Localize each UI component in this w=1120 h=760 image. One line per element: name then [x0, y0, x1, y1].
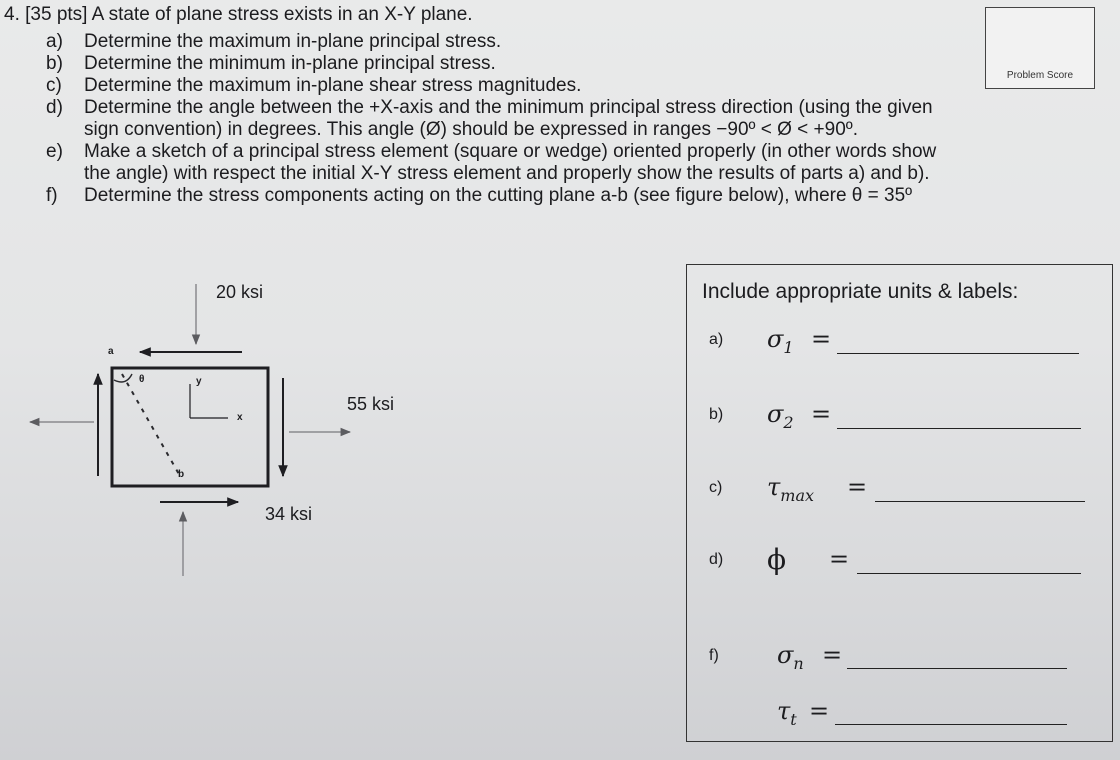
sigma-2-equals: =	[811, 400, 832, 428]
answer-box-title: Include appropriate units & labels:	[702, 280, 1019, 303]
sigma-n-char: σ	[777, 641, 794, 669]
tau-max-char: τ	[767, 473, 781, 501]
answer-a-label: a)	[709, 331, 724, 348]
sigma-1-answer-line[interactable]	[837, 353, 1079, 354]
sigma-n-equals: =	[822, 641, 843, 669]
sigma-1-equals: =	[811, 325, 832, 353]
part-b-text: Determine the minimum in-plane principal stress.	[84, 53, 496, 74]
phi-equals: =	[829, 545, 850, 573]
point-a-label: a	[108, 346, 114, 357]
answer-f-label: f)	[709, 647, 719, 664]
sigma-2-sub: 2	[783, 412, 794, 432]
problem-score-label: Problem Score	[1006, 70, 1074, 81]
sigma-2-answer-line[interactable]	[837, 428, 1081, 429]
tau-t-sub: t	[790, 709, 797, 729]
part-a-label: a)	[46, 31, 63, 52]
part-d-label: d)	[46, 97, 63, 118]
theta-label: θ	[139, 374, 145, 385]
phi-symbol: ϕ	[767, 543, 787, 576]
answer-c-label: c)	[709, 479, 723, 496]
tau-max-symbol	[767, 473, 814, 505]
y-axis-label: y	[196, 376, 202, 387]
part-e-label: e)	[46, 141, 63, 162]
sigma-n-symbol	[777, 641, 804, 673]
sigma-1-sub: 1	[783, 337, 794, 357]
sigma-1-char: σ	[767, 325, 784, 353]
right-stress-label: 55 ksi	[347, 394, 395, 414]
tau-t-char: τ	[777, 697, 791, 725]
sigma-2-char: σ	[767, 400, 784, 428]
part-a-text: Determine the maximum in-plane principal stress.	[84, 31, 502, 52]
part-f-label: f)	[46, 185, 58, 206]
sigma-n-answer-line[interactable]	[847, 668, 1067, 669]
tau-max-sub: max	[780, 485, 815, 505]
sigma-n-sub: n	[793, 653, 804, 673]
part-e-text-line1: Make a sketch of a principal stress element (square or wedge) oriented properly (in other words show	[84, 141, 937, 162]
part-d-text-line2: sign convention) in degrees. This angle (Ø) should be expressed in ranges −90º < Ø < +90º.	[84, 119, 858, 140]
problem-header: 4. [35 pts] A state of plane stress exists in an X-Y plane.	[4, 4, 473, 25]
problem-score-box[interactable]	[985, 7, 1095, 89]
part-c-text: Determine the maximum in-plane shear stress magnitudes.	[84, 75, 582, 96]
tau-t-symbol	[777, 697, 797, 729]
point-b-label: b	[178, 469, 185, 480]
answer-box	[686, 264, 1113, 742]
tau-max-equals: =	[847, 473, 868, 501]
phi-answer-line[interactable]	[857, 573, 1081, 574]
sigma-2-symbol	[767, 400, 794, 432]
cutting-plane-ab	[122, 374, 180, 476]
part-e-text-line2: the angle) with respect the initial X-Y stress element and properly show the results of parts a) and b).	[84, 163, 930, 184]
sigma-1-symbol	[767, 325, 794, 357]
part-b-label: b)	[46, 53, 63, 74]
x-axis-label: x	[237, 412, 243, 423]
answer-b-label: b)	[709, 406, 724, 423]
part-f-text: Determine the stress components acting on the cutting plane a-b (see figure below), where θ = 35º	[84, 185, 913, 206]
part-c-label: c)	[46, 75, 62, 96]
answer-d-label: d)	[709, 551, 724, 568]
top-stress-label: 20 ksi	[216, 282, 264, 302]
tau-max-answer-line[interactable]	[875, 501, 1085, 502]
shear-stress-label: 34 ksi	[265, 504, 313, 524]
part-d-text-line1: Determine the angle between the +X-axis and the minimum principal stress direction (using the given	[84, 97, 933, 118]
tau-t-answer-line[interactable]	[835, 724, 1067, 725]
stress-element-diagram	[0, 250, 660, 610]
stress-element-figure	[0, 250, 660, 610]
tau-t-equals: =	[809, 697, 830, 725]
